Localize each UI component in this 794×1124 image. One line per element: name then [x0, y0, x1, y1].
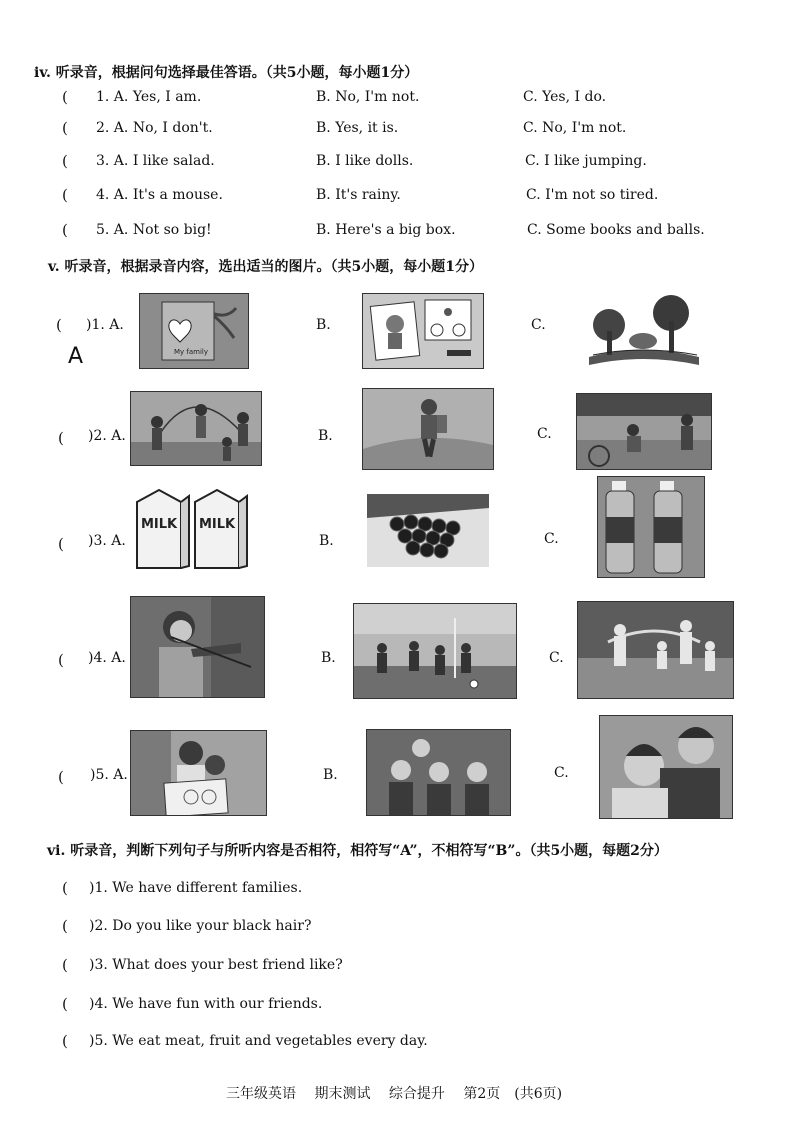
picture-girl-hiking[interactable] [362, 388, 494, 470]
option-a: 2. A. No, I don't. [96, 120, 213, 136]
answer-paren[interactable]: ( [62, 879, 68, 897]
option-c: C. No, I'm not. [523, 120, 627, 136]
picture-children-playing-jump-rope[interactable] [130, 391, 262, 466]
picture-family-group-photo[interactable] [366, 729, 511, 816]
statement: )2. Do you like your black hair? [89, 918, 312, 934]
option-b: B. [321, 650, 336, 666]
answer-paren[interactable]: ( [62, 995, 68, 1013]
section-v-heading: v. 听录音，根据录音内容，选出适当的图片。（共5小题，每小题1分） [48, 259, 483, 275]
answer-paren[interactable]: ( [62, 221, 68, 239]
section-vi-heading: vi. 听录音，判断下列句子与所听内容是否相符，相符写“A”，不相符写“B”。（共5小题，每题2分） [47, 843, 668, 859]
answer-paren[interactable]: ( [62, 917, 68, 935]
picture-boys-playing-outdoors[interactable] [576, 393, 712, 470]
option-c: C. I like jumping. [525, 153, 647, 169]
question-label: )3. A. [88, 533, 126, 549]
option-c: C. [554, 765, 569, 781]
page-footer: 三年级英语 期末测试 综合提升 第2页 (共6页) [226, 1086, 563, 1102]
answer-paren[interactable]: ( [62, 88, 68, 106]
milk-label-left: MILK [141, 517, 178, 532]
picture-grapes[interactable] [367, 494, 489, 567]
handwritten-answer: A [68, 344, 84, 369]
picture-card-with-heart[interactable] [139, 293, 249, 369]
answer-paren[interactable]: ( [58, 535, 64, 553]
answer-paren[interactable]: ( [62, 152, 68, 170]
statement: )3. What does your best friend like? [89, 957, 343, 973]
option-a: 4. A. It's a mouse. [96, 187, 223, 203]
answer-paren[interactable]: ( [62, 956, 68, 974]
picture-drawings-girl-and-bike[interactable] [362, 293, 484, 369]
answer-paren[interactable]: ( [58, 768, 64, 786]
statement: )4. We have fun with our friends. [89, 996, 323, 1012]
option-b: B. I like dolls. [316, 153, 414, 169]
option-b: B. It's rainy. [316, 187, 401, 203]
card-text: My family [174, 348, 209, 356]
section-iv-heading: iv. 听录音，根据问句选择最佳答语。（共5小题，每小题1分） [34, 65, 419, 81]
answer-paren[interactable]: ( [56, 316, 62, 334]
question-label: )2. A. [88, 428, 126, 444]
option-a: 5. A. Not so big! [96, 222, 212, 238]
picture-family-playing-in-park[interactable] [577, 601, 734, 699]
milk-label-right: MILK [199, 517, 236, 532]
option-b: B. [319, 533, 334, 549]
option-c: C. Some books and balls. [527, 222, 705, 238]
option-b: B. Here's a big box. [316, 222, 456, 238]
answer-paren[interactable]: ( [58, 651, 64, 669]
question-label: )4. A. [88, 650, 126, 666]
picture-popup-book-trees[interactable] [585, 291, 703, 369]
option-a: 1. A. Yes, I am. [96, 89, 202, 105]
option-c: C. [537, 426, 552, 442]
picture-two-juice-bottles[interactable] [597, 476, 705, 578]
answer-paren[interactable]: ( [62, 119, 68, 137]
question-label: )5. A. [90, 767, 128, 783]
picture-mother-and-child-drawing[interactable] [130, 730, 267, 816]
option-a: 3. A. I like salad. [96, 153, 215, 169]
option-c: C. Yes, I do. [523, 89, 607, 105]
picture-two-milk-cartons[interactable] [135, 488, 249, 570]
option-c: C. [531, 317, 546, 333]
option-b: B. [323, 767, 338, 783]
picture-children-playing-football[interactable] [353, 603, 517, 699]
answer-paren[interactable]: ( [62, 1032, 68, 1050]
option-b: B. [318, 428, 333, 444]
option-c: C. I'm not so tired. [526, 187, 659, 203]
picture-girl-playing-violin[interactable] [130, 596, 265, 698]
answer-paren[interactable]: ( [58, 429, 64, 447]
picture-father-and-son-hugging[interactable] [599, 715, 733, 819]
question-label: )1. A. [86, 317, 124, 333]
option-b: B. Yes, it is. [316, 120, 399, 136]
answer-paren[interactable]: ( [62, 186, 68, 204]
option-c: C. [544, 531, 559, 547]
option-b: B. No, I'm not. [316, 89, 420, 105]
option-b: B. [316, 317, 331, 333]
option-c: C. [549, 650, 564, 666]
statement: )1. We have different families. [89, 880, 303, 896]
statement: )5. We eat meat, fruit and vegetables every day. [89, 1033, 428, 1049]
